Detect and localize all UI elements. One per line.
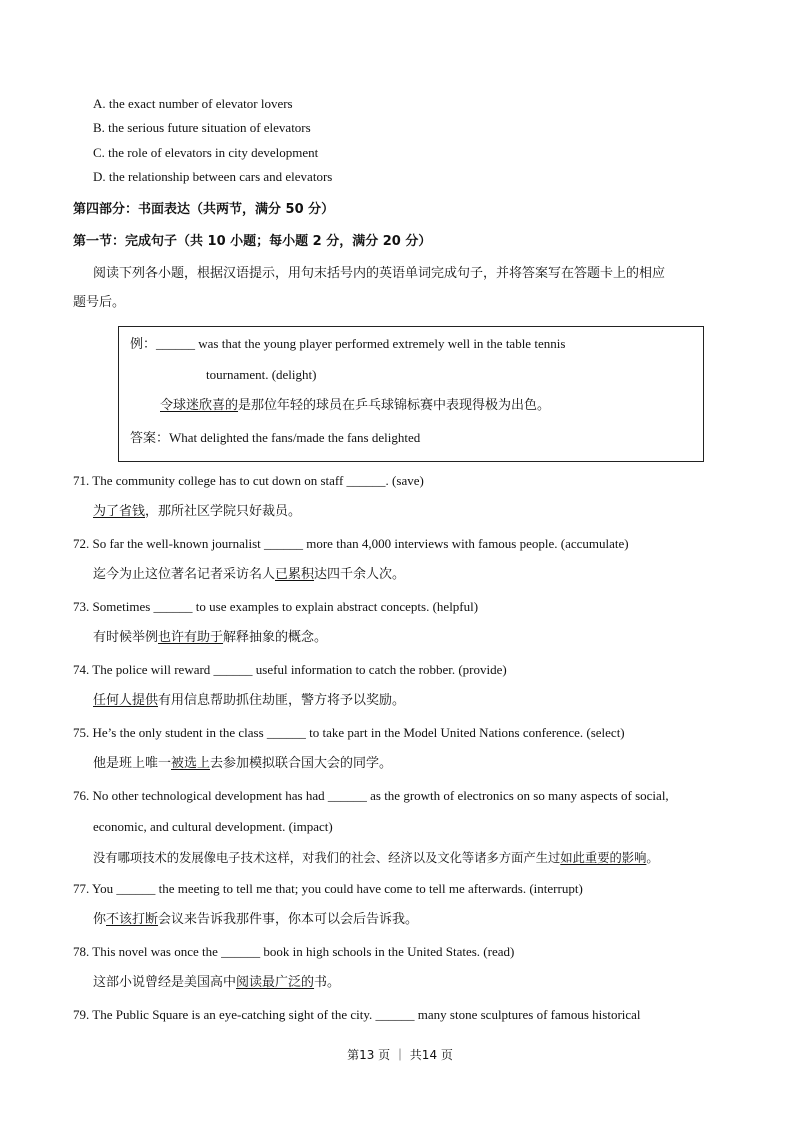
page-footer: 第13 页 ｜ 共14 页 (347, 1048, 453, 1062)
q78-en: 78. This novel was once the ______ book in high schools in the United States. (read) (73, 944, 515, 959)
q74-cn-rest: 有用信息帮助抓住劫匪，警方将予以奖励。 (158, 693, 406, 708)
q77-en: 77. You ______ the meeting to tell me that; you could have come to tell me afterwards. (interrupt) (73, 881, 583, 896)
q76-cn-pre: 没有哪项技术的发展像电子技术这样，对我们的社会、经济以及文化等诸多方面产生过 (93, 851, 561, 865)
q77-cn-underlined: 不该打断 (106, 912, 159, 927)
q78-cn (93, 973, 740, 993)
q73-cn-underlined: 也许有助于 (158, 630, 224, 645)
q71-cn (93, 502, 740, 522)
q73-cn-pre: 有时候举例 (93, 630, 159, 645)
q75-cn-rest: 去参加模拟联合国大会的同学。 (210, 756, 393, 771)
q76-en-line-2: economic, and cultural development. (impact) (93, 819, 333, 834)
example-cn-underlined: 令球迷欣喜的 (160, 398, 239, 413)
option-b: B. the serious future situation of elevators (93, 120, 311, 135)
option-d: D. the relationship between cars and elevators (93, 169, 333, 184)
q72-cn-pre: 迄今为止这位著名记者采访名人 (93, 567, 276, 582)
q71-cn-rest: ，那所社区学院只好裁员。 (145, 504, 302, 519)
q75-cn-underlined: 被选上 (171, 756, 211, 771)
q77-cn-pre: 你 (93, 912, 107, 927)
example-cn (160, 396, 740, 416)
q76-cn-underlined: 如此重要的影响 (560, 851, 647, 865)
q72-en: 72. So far the well-known journalist ______ more than 4,000 interviews with famous people. (accumulate) (73, 536, 629, 551)
q71-cn-underlined: 为了省钱 (93, 504, 146, 519)
q72-cn (93, 565, 740, 585)
q74-cn-underlined: 任何人提供 (93, 693, 159, 708)
example-cn-rest: 是那位年轻的球员在乒乓球锦标赛中表现得极为出色。 (238, 398, 551, 413)
example-en-line-2: tournament. (delight) (206, 367, 317, 382)
q72-cn-rest: 达四千余人次。 (314, 567, 406, 582)
q75-cn (93, 754, 740, 774)
part4-heading: 第四部分：书面表达（共两节，满分 50 分） (73, 202, 335, 217)
q73-cn (93, 628, 740, 648)
option-c: C. the role of elevators in city development (93, 145, 319, 160)
section1-heading: 第一节：完成句子（共 10 小题；每小题 2 分，满分 20 分） (73, 234, 432, 249)
instruction-line-1: 阅读下列各小题，根据汉语提示，用句末括号内的英语单词完成句子，并将答案写在答题卡上的相应 (93, 266, 666, 281)
q79-en: 79. The Public Square is an eye-catching sight of the city. ______ many stone sculptures of famous historical (73, 1007, 641, 1022)
q73-en: 73. Sometimes ______ to use examples to explain abstract concepts. (helpful) (73, 599, 479, 614)
q76-cn (93, 848, 740, 868)
q72-cn-underlined: 已累积 (275, 567, 315, 582)
instruction-line-2: 题号后。 (73, 295, 126, 310)
q77-cn (93, 910, 740, 930)
q78-cn-pre: 这部小说曾经是美国高中 (93, 975, 237, 990)
q76-cn-rest: 。 (646, 851, 659, 865)
q74-cn (93, 691, 740, 711)
q77-cn-rest: 会议来告诉我那件事，你本可以会后告诉我。 (158, 912, 419, 927)
q78-cn-underlined: 阅读最广泛的 (236, 975, 315, 990)
q75-cn-pre: 他是班上唯一 (93, 756, 172, 771)
example-en-line-1: 例：______ was that the young player performed extremely well in the table tennis (130, 336, 566, 351)
q75-en: 75. He’s the only student in the class ______ to take part in the Model United Nations conference. (select) (73, 725, 625, 740)
q74-en: 74. The police will reward ______ useful information to catch the robber. (provide) (73, 662, 507, 677)
example-answer: 答案：What delighted the fans/made the fans delighted (130, 430, 421, 445)
q73-cn-rest: 解释抽象的概念。 (223, 630, 328, 645)
q76-en-line-1: 76. No other technological development has had ______ as the growth of electronics on so many aspects of social, (73, 788, 669, 803)
option-a: A. the exact number of elevator lovers (93, 96, 293, 111)
q78-cn-rest: 书。 (314, 975, 341, 990)
q71-en: 71. The community college has to cut down on staff ______. (save) (73, 473, 424, 488)
